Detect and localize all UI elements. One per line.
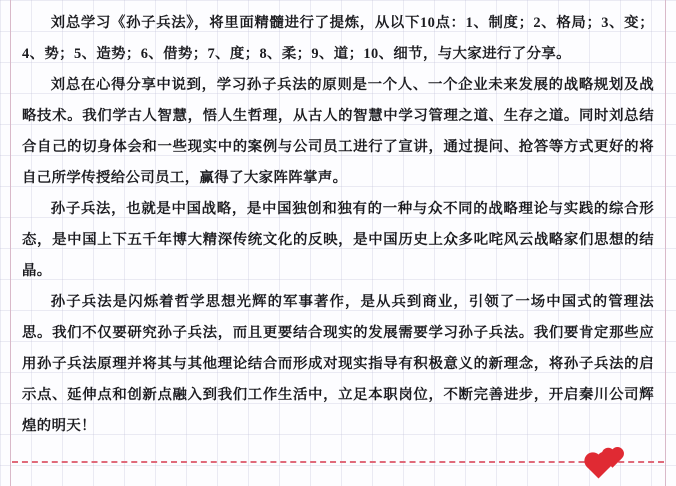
paragraph-1: 刘总学习《孙子兵法》，将里面精髓进行了提炼，从以下10点：1、制度；2、格局；3、变；4、势；5、造势；6、借势；7、度；8、柔；9、道；10、细节，与大家进行了分享。 <box>22 15 654 62</box>
heart-decoration <box>580 448 632 482</box>
paragraph-2: 刘总在心得分享中说到，学习孙子兵法的原则是一个人、一个企业未来发展的战略规划及战略技术。我们学古人智慧，悟人生哲理，从古人的智慧中学习管理之道、生存之道。同时刘总结合自己的切身体会和一些现实中的案例与公司员工进行了宣讲，通过提问、抢答等方式更好的将自己所学传授给公司员工，赢得了大家阵阵掌声。 <box>22 77 654 186</box>
document-body <box>22 8 654 450</box>
paragraph-3: 孙子兵法，也就是中国战略，是中国独创和独有的一种与众不同的战略理论与实践的综合形态，是中国上下五千年博大精深传统文化的反映，是中国历史上众多叱咤风云战略家们思想的结晶。 <box>22 201 654 279</box>
dashed-divider <box>12 461 664 464</box>
right-margin-rule <box>665 0 666 486</box>
paragraph-4: 孙子兵法是闪烁着哲学思想光辉的军事著作，是从兵到商业，引领了一场中国式的管理法思。我们不仅要研究孙子兵法，而且更要结合现实的发展需要学习孙子兵法。我们要肯定那些应用孙子兵法原理并将其与其他理论结合而形成对现实指导有积极意义的新理念，将孙子兵法的启示点、延伸点和创新点融入到我们工作生活中，立足本职岗位，不断完善进步，开启秦川公司辉煌的明天！ <box>22 294 654 434</box>
left-margin-rule <box>10 0 11 486</box>
